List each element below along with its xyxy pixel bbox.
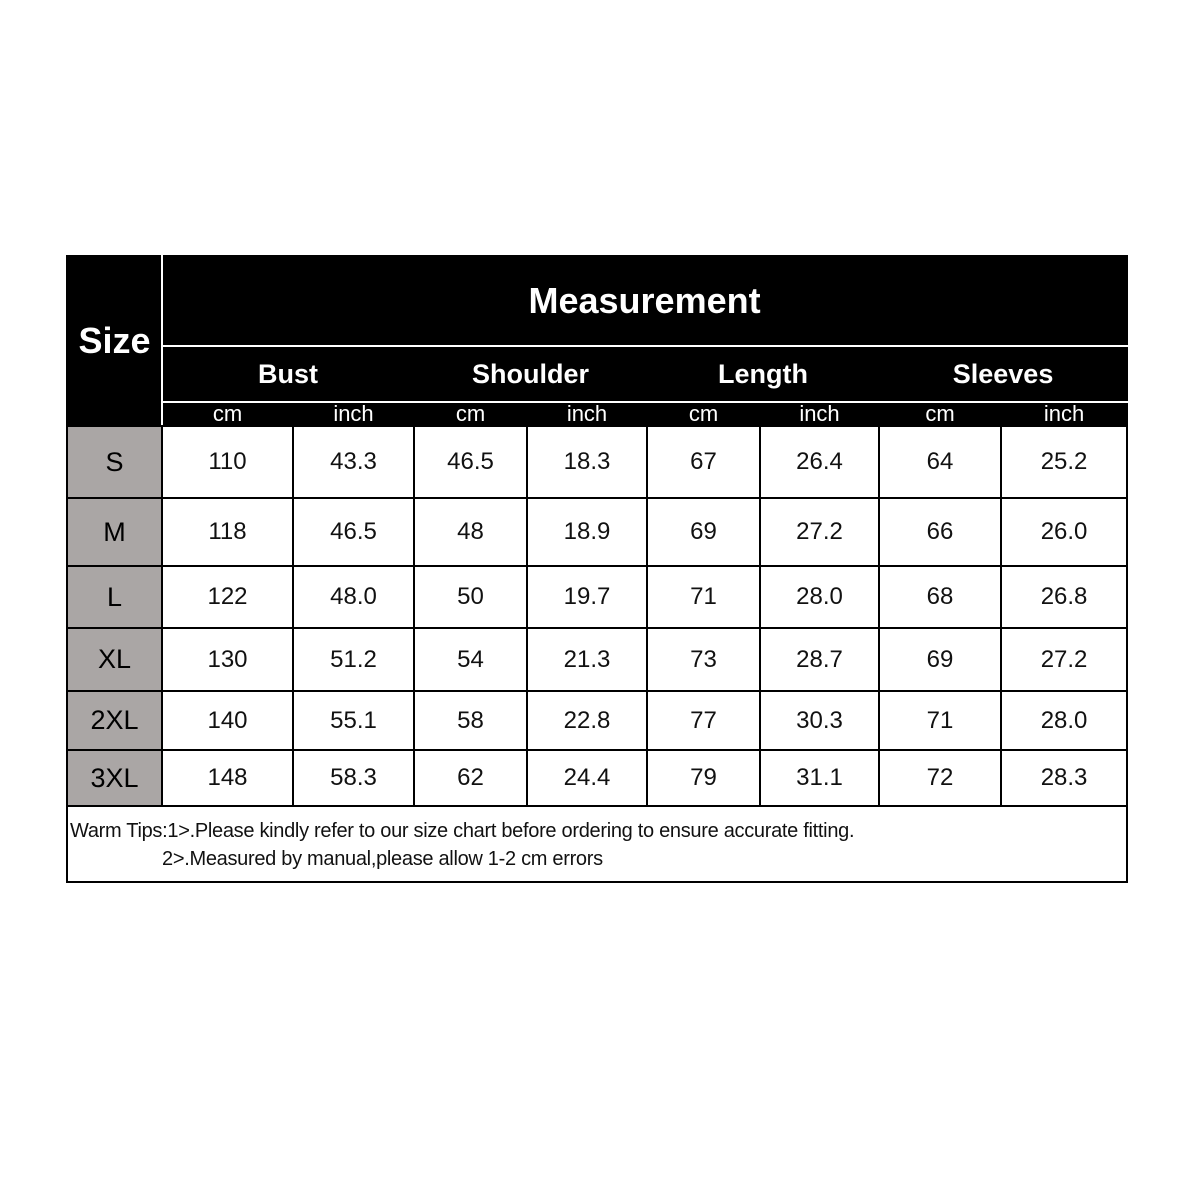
table-cell: 54 <box>414 628 527 691</box>
table-cell: 69 <box>647 498 760 566</box>
measurement-header: Measurement <box>162 256 1127 346</box>
tip-line-1: Warm Tips:1>.Please kindly refer to our size chart before ordering to ensure accurate fitting. <box>70 820 855 842</box>
table-cell: 50 <box>414 566 527 628</box>
table-cell: 18.9 <box>527 498 647 566</box>
table-cell: 26.0 <box>1001 498 1127 566</box>
length-header: Length <box>647 346 879 402</box>
table-cell: 68 <box>879 566 1001 628</box>
bust-header: Bust <box>162 346 414 402</box>
table-row <box>67 750 1127 806</box>
unit-header: cm <box>647 402 760 426</box>
table-cell: 51.2 <box>293 628 414 691</box>
shoulder-header: Shoulder <box>414 346 647 402</box>
table-cell: 48 <box>414 498 527 566</box>
table-cell: 66 <box>879 498 1001 566</box>
table-cell: 30.3 <box>760 691 879 750</box>
sleeves-header: Sleeves <box>879 346 1127 402</box>
table-cell: 69 <box>879 628 1001 691</box>
table-cell: 28.7 <box>760 628 879 691</box>
unit-header: cm <box>879 402 1001 426</box>
table-cell: 67 <box>647 426 760 498</box>
table-cell: 64 <box>879 426 1001 498</box>
table-row <box>67 691 1127 750</box>
table-cell: 72 <box>879 750 1001 806</box>
table-cell: 58 <box>414 691 527 750</box>
unit-header: cm <box>162 402 293 426</box>
table-cell: 55.1 <box>293 691 414 750</box>
table-cell: 27.2 <box>760 498 879 566</box>
table-cell: 71 <box>647 566 760 628</box>
table-cell: 22.8 <box>527 691 647 750</box>
table-row <box>67 426 1127 498</box>
unit-header: inch <box>1001 402 1127 426</box>
table-row <box>67 498 1127 566</box>
size-chart-table <box>66 255 1128 883</box>
warm-tips <box>67 806 1127 882</box>
tips-row <box>67 806 1127 882</box>
size-cell: 2XL <box>67 691 162 750</box>
table-cell: 118 <box>162 498 293 566</box>
unit-header: cm <box>414 402 527 426</box>
table-row <box>67 566 1127 628</box>
table-cell: 28.3 <box>1001 750 1127 806</box>
table-cell: 21.3 <box>527 628 647 691</box>
unit-header: inch <box>527 402 647 426</box>
table-cell: 130 <box>162 628 293 691</box>
table-cell: 26.4 <box>760 426 879 498</box>
table-cell: 25.2 <box>1001 426 1127 498</box>
table-cell: 28.0 <box>1001 691 1127 750</box>
unit-header: inch <box>293 402 414 426</box>
table-cell: 58.3 <box>293 750 414 806</box>
table-cell: 140 <box>162 691 293 750</box>
size-cell: XL <box>67 628 162 691</box>
size-cell: S <box>67 426 162 498</box>
table-cell: 110 <box>162 426 293 498</box>
table-cell: 19.7 <box>527 566 647 628</box>
table-cell: 26.8 <box>1001 566 1127 628</box>
table-cell: 122 <box>162 566 293 628</box>
table-cell: 148 <box>162 750 293 806</box>
table-row <box>67 628 1127 691</box>
size-cell: M <box>67 498 162 566</box>
table-cell: 46.5 <box>293 498 414 566</box>
table-cell: 46.5 <box>414 426 527 498</box>
size-header: Size <box>67 256 162 426</box>
table-cell: 27.2 <box>1001 628 1127 691</box>
table-cell: 24.4 <box>527 750 647 806</box>
unit-header: inch <box>760 402 879 426</box>
table-cell: 31.1 <box>760 750 879 806</box>
size-cell: 3XL <box>67 750 162 806</box>
table-cell: 79 <box>647 750 760 806</box>
table-cell: 28.0 <box>760 566 879 628</box>
table-cell: 71 <box>879 691 1001 750</box>
tip-line-2: 2>.Measured by manual,please allow 1-2 cm errors <box>162 848 603 870</box>
table-cell: 48.0 <box>293 566 414 628</box>
table-cell: 73 <box>647 628 760 691</box>
table-cell: 62 <box>414 750 527 806</box>
size-cell: L <box>67 566 162 628</box>
table-cell: 77 <box>647 691 760 750</box>
table-cell: 43.3 <box>293 426 414 498</box>
table-cell: 18.3 <box>527 426 647 498</box>
